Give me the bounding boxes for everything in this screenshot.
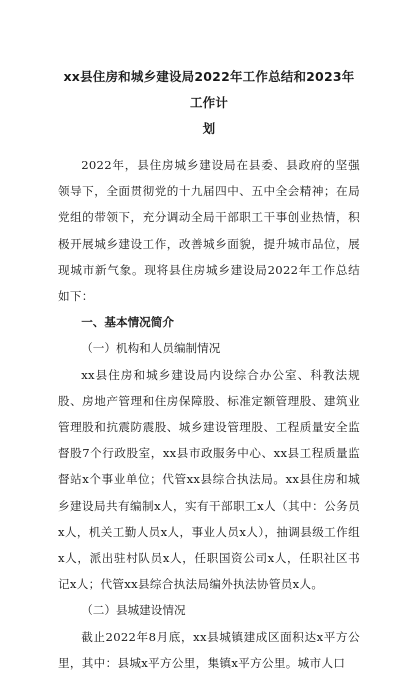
title-line-1: xx县住房和城乡建设局2022年工作总结和2023年工作计 — [63, 69, 355, 110]
section-heading-basic-info: 一、基本情况简介 — [81, 315, 174, 330]
subsection-heading-staffing: （一）机构和人员编制情况 — [81, 341, 221, 356]
subsection-heading-county-construction: （二）县城建设情况 — [81, 603, 186, 618]
title-line-2: 划 — [202, 121, 216, 136]
staffing-paragraph: xx县住房和城乡建设局内设综合办公室、科教法规股、房地产管理和住房保障股、标准定额管理股、建筑业管理股和抗震防震股、城乡建设管理股、工程质量安全监督股7个行政股室，xx县市政服务中心、xx县工程质量监督站x个事业单位；代管xx县综合执法局。xx县住房和城乡建设局共有编制x人，实有干部职工x人（其中：公务员x人，机关工勤人员x人，事业人员x人），抽调县级工作组x人，派出驻村队员x人，任职国资公司x人，任职社区书记x人；代管xx县综合执法局编外执法协管员x人。 — [58, 367, 360, 592]
county-construction-paragraph: 截止2022年8月底，xx县城镇建成区面积达x平方公里，其中：县城x平方公里，集镇x平方公里。城市人口 — [58, 629, 360, 670]
intro-paragraph: 2022年，县住房城乡建设局在县委、县政府的坚强领导下，全面贯彻党的十九届四中、五中全会精神；在局党组的带领下，充分调动全局干部职工干事创业热情，积极开展城乡建设工作，改善城乡面貌，提升城市品位，展现城市新气象。现将县住房城乡建设局2022年工作总结如下： — [58, 158, 360, 304]
document-title — [58, 64, 360, 142]
